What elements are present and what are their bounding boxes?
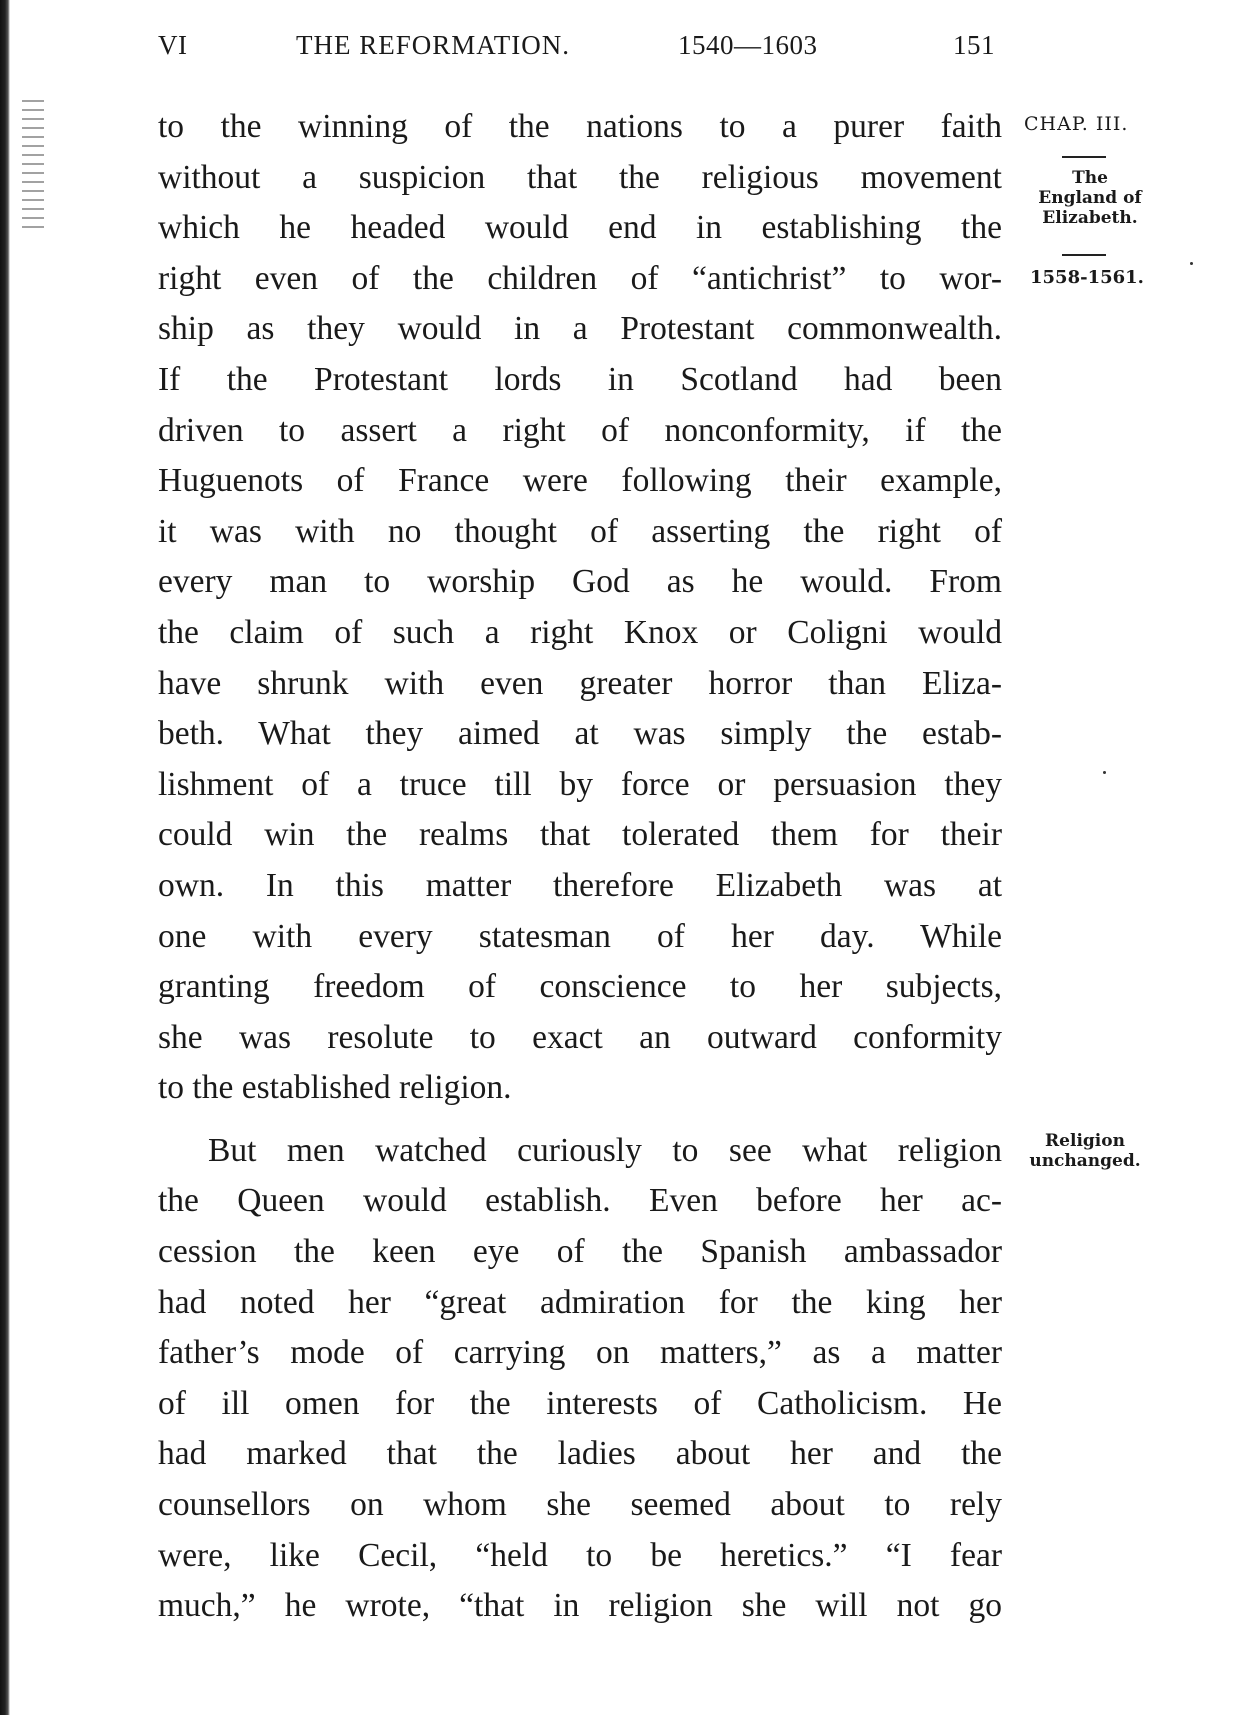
text-line: the Queen would establish. Even before her ac- (158, 1182, 1002, 1220)
text-line: own. In this matter therefore Elizabeth was at (158, 866, 1002, 904)
text-line: had noted her “great admiration for the king her (158, 1283, 1002, 1321)
text-line: to the established religion. (158, 1069, 512, 1107)
paragraph-gap (158, 1114, 1002, 1126)
text-line: right even of the children of “antichrist” to wor- (158, 259, 1002, 297)
text-line: were, like Cecil, “held to be heretics.” “I fear (158, 1536, 1002, 1574)
text-line: Huguenots of France were following their example, (158, 462, 1002, 500)
text-line: If the Protestant lords in Scotland had been (158, 360, 1002, 398)
text-line: counsellors on whom she seemed about to rely (158, 1486, 1002, 1524)
binding-specks (22, 100, 44, 230)
page-number: 151 (953, 30, 995, 60)
text-line: every man to worship God as he would. From (158, 563, 1002, 601)
margin-note-chapter: CHAP. III. (1024, 113, 1129, 135)
margin-note-religion-line: Religion (1045, 1131, 1125, 1151)
text-line: without a suspicion that the religious movement (158, 158, 1002, 196)
text-line: which he headed would end in establishing the (158, 209, 1002, 247)
paragraph-2 (158, 1126, 1002, 1632)
text-line: ship as they would in a Protestant commonwealth. (158, 310, 1002, 348)
margin-note-section-line: Elizabeth. (1042, 208, 1138, 228)
text-line: had marked that the ladies about her and the (158, 1435, 1002, 1473)
margin-note-years: 1558-1561. (1030, 267, 1144, 288)
page-binding-edge (0, 0, 10, 1715)
header-title: THE REFORMATION. (296, 30, 571, 60)
text-line: cession the keen eye of the Spanish ambassador (158, 1233, 1002, 1271)
text-line: to the winning of the nations to a purer faith (158, 108, 1002, 145)
header-years: 1540—1603 (678, 30, 818, 60)
text-line: father’s mode of carrying on matters,” as a matter (158, 1334, 1002, 1372)
margin-note-religion (1020, 1131, 1150, 1171)
margin-rule (1062, 254, 1106, 256)
margin-note-section-line: England of (1038, 188, 1142, 208)
ink-speck (1103, 771, 1106, 774)
text-line: the claim of such a right Knox or Coligni would (158, 613, 1002, 651)
text-line: lishment of a truce till by force or persuasion they (158, 765, 1002, 803)
text-line: one with every statesman of her day. While (158, 917, 1002, 955)
running-header (158, 30, 1002, 70)
text-line: have shrunk with even greater horror than Eliza- (158, 664, 1002, 702)
margin-rule (1062, 156, 1106, 158)
text-line: granting freedom of conscience to her subjects, (158, 968, 1002, 1006)
text-line: it was with no thought of asserting the right of (158, 512, 1002, 550)
margin-note-religion-line: unchanged. (1029, 1151, 1141, 1171)
text-line: But men watched curiously to see what religion (208, 1131, 1002, 1169)
text-line: could win the realms that tolerated them for their (158, 816, 1002, 854)
ink-speck (1190, 262, 1193, 265)
paragraph-1 (158, 102, 1002, 1114)
text-line: driven to assert a right of nonconformity, if the (158, 411, 1002, 449)
body-text (158, 102, 1002, 1632)
header-chapter: VI (158, 30, 188, 60)
margin-note-section-line: The (1072, 168, 1108, 188)
text-line: of ill omen for the interests of Catholicism. He (158, 1384, 1002, 1422)
text-line: beth. What they aimed at was simply the estab- (158, 715, 1002, 753)
text-line: much,” he wrote, “that in religion she will not go (158, 1587, 1002, 1625)
text-line: she was resolute to exact an outward conformity (158, 1018, 1002, 1056)
margin-note-section (1020, 168, 1160, 228)
